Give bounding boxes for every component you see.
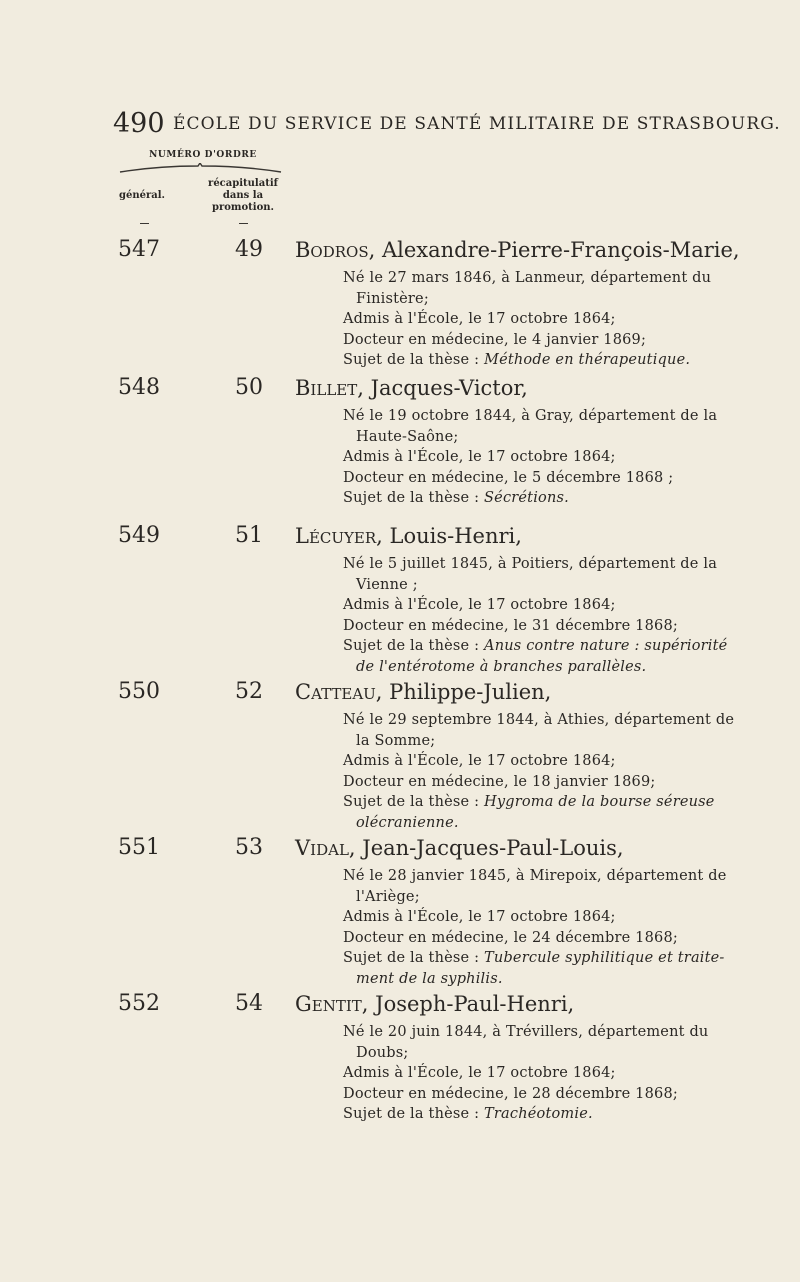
detail-line	[343, 710, 735, 731]
recap-number: 52	[235, 679, 263, 704]
thesis-title: Sécrétions.	[484, 490, 569, 507]
person-name	[295, 678, 551, 706]
detail-line	[343, 657, 728, 678]
detail-text: Sujet de la thèse :	[343, 794, 485, 811]
detail-line	[343, 1063, 728, 1084]
thesis-title: Trachéotomie.	[484, 1106, 593, 1123]
entry-details	[343, 710, 735, 834]
given-names: Joseph-Paul-Henri,	[368, 992, 575, 1016]
detail-line	[343, 969, 728, 990]
detail-line	[343, 1022, 728, 1043]
detail-line	[343, 636, 728, 657]
given-names: Louis-Henri,	[382, 524, 522, 548]
given-names: Alexandre-Pierre-François-Marie,	[375, 238, 740, 262]
detail-line	[343, 575, 728, 596]
entry-details	[343, 1022, 728, 1125]
detail-line	[343, 731, 728, 752]
column-header-recap-line: récapitulatif	[208, 178, 278, 189]
general-number: 549	[118, 523, 160, 548]
entry-details	[343, 866, 728, 990]
running-title: ÉCOLE DU SERVICE DE SANTÉ MILITAIRE DE STRASBOURG.	[173, 114, 781, 134]
detail-line	[343, 427, 728, 448]
person-name	[295, 236, 740, 264]
recap-number: 49	[235, 237, 263, 262]
detail-text: Vienne ;	[356, 576, 418, 593]
thesis-title: Hygroma de la bourse séreuse	[484, 794, 715, 811]
detail-text: Sujet de la thèse :	[343, 1106, 485, 1123]
thesis-title: Anus contre nature : supériorité	[484, 638, 728, 655]
detail-text: Admis à l'École, le 17 octobre 1864;	[343, 449, 616, 466]
detail-line	[343, 792, 728, 813]
entry-details	[343, 406, 728, 509]
detail-text: ment de la syphilis.	[356, 970, 503, 987]
surname: Catteau,	[295, 680, 383, 704]
detail-text: Sujet de la thèse :	[343, 352, 485, 369]
detail-line	[343, 772, 728, 793]
detail-line	[343, 1084, 728, 1105]
detail-line	[343, 330, 728, 351]
detail-text: Admis à l'École, le 17 octobre 1864;	[343, 1065, 616, 1082]
detail-line	[343, 268, 728, 289]
detail-line	[343, 595, 728, 616]
detail-text: Né le 20 juin 1844, à Trévillers, département du	[343, 1024, 709, 1040]
detail-line	[343, 1104, 728, 1125]
detail-line	[343, 289, 728, 310]
general-number: 550	[118, 679, 160, 704]
recap-number: 51	[235, 523, 263, 548]
general-number: 552	[118, 991, 160, 1016]
detail-text: Docteur en médecine, le 5 décembre 1868 ;	[343, 469, 674, 486]
column-header-recap-line: dans la	[222, 190, 264, 201]
detail-line	[343, 468, 728, 489]
detail-line	[343, 309, 728, 330]
detail-text: Admis à l'École, le 17 octobre 1864;	[343, 311, 616, 328]
recap-number: 53	[235, 835, 263, 860]
detail-text: Né le 27 mars 1846, à Lanmeur, département du	[343, 270, 712, 286]
detail-text: la Somme;	[356, 732, 436, 749]
surname: Billet,	[295, 376, 364, 400]
recap-number: 54	[235, 991, 263, 1016]
detail-text: Né le 19 octobre 1844, à Gray, département de la	[343, 408, 718, 424]
detail-text: Sujet de la thèse :	[343, 490, 485, 507]
detail-text: Docteur en médecine, le 18 janvier 1869;	[343, 773, 656, 790]
detail-line	[343, 350, 728, 371]
entry-details	[343, 554, 728, 678]
detail-text: Admis à l'École, le 17 octobre 1864;	[343, 597, 616, 614]
column-header-general: général.	[119, 190, 166, 201]
detail-text: Admis à l'École, le 17 octobre 1864;	[343, 909, 616, 926]
detail-line	[343, 751, 728, 772]
detail-text: Docteur en médecine, le 4 janvier 1869;	[343, 331, 647, 348]
general-number: 547	[118, 237, 160, 262]
thesis-title: Méthode en thérapeutique.	[484, 352, 691, 369]
column-header-order-number: NUMÉRO D'ORDRE	[149, 150, 257, 160]
detail-line	[343, 928, 728, 949]
detail-line	[343, 447, 728, 468]
column-dash	[140, 223, 149, 224]
detail-line	[343, 887, 728, 908]
detail-line	[343, 488, 728, 509]
detail-text: Doubs;	[356, 1044, 409, 1061]
detail-text: Finistère;	[356, 290, 429, 307]
detail-line	[343, 616, 728, 637]
detail-line	[343, 907, 728, 928]
detail-text: Docteur en médecine, le 24 décembre 1868;	[343, 929, 678, 946]
given-names: Jean-Jacques-Paul-Louis,	[355, 836, 624, 860]
person-name	[295, 834, 624, 862]
detail-text: Sujet de la thèse :	[343, 950, 485, 967]
detail-text: Haute-Saône;	[356, 428, 459, 445]
detail-line	[343, 1043, 728, 1064]
surname: Bodros,	[295, 238, 376, 262]
detail-text: Docteur en médecine, le 28 décembre 1868;	[343, 1085, 678, 1102]
column-header-recap	[198, 178, 288, 214]
surname: Lécuyer,	[295, 524, 383, 548]
detail-line	[343, 406, 728, 427]
general-number: 551	[118, 835, 160, 860]
detail-text: Admis à l'École, le 17 octobre 1864;	[343, 753, 616, 770]
detail-text: Né le 29 septembre 1844, à Athies, département de	[343, 712, 735, 728]
person-name	[295, 374, 528, 402]
detail-text: l'Ariège;	[356, 888, 420, 905]
page-number: 490	[113, 108, 165, 139]
recap-number: 50	[235, 375, 263, 400]
column-header-brace	[118, 163, 283, 173]
detail-text: Sujet de la thèse :	[343, 638, 485, 655]
detail-text: Né le 5 juillet 1845, à Poitiers, département de la	[343, 556, 718, 572]
entry-details	[343, 268, 728, 371]
detail-text: Docteur en médecine, le 31 décembre 1868;	[343, 617, 678, 634]
surname: Vidal,	[295, 836, 356, 860]
detail-line	[343, 948, 728, 969]
detail-line	[343, 554, 728, 575]
column-dash	[239, 223, 248, 224]
running-head	[113, 108, 781, 140]
surname: Gentit,	[295, 992, 369, 1016]
detail-line	[343, 866, 728, 887]
given-names: Jacques-Victor,	[363, 376, 528, 400]
person-name	[295, 522, 522, 550]
person-name	[295, 990, 574, 1018]
thesis-title: Tubercule syphilitique et traite-	[484, 950, 725, 967]
detail-line	[343, 813, 728, 834]
general-number: 548	[118, 375, 160, 400]
detail-text: Né le 28 janvier 1845, à Mirepoix, département de	[343, 868, 727, 884]
detail-text: olécranienne.	[356, 814, 459, 831]
detail-text: de l'entérotome à branches parallèles.	[356, 658, 647, 675]
column-header-recap-line: promotion.	[211, 202, 275, 213]
given-names: Philippe-Julien,	[382, 680, 552, 704]
